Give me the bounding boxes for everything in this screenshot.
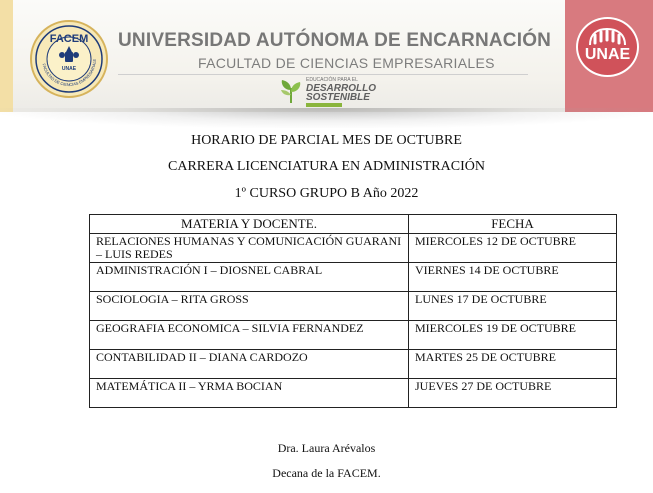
subject-cell: RELACIONES HUMANAS Y COMUNICACIÓN GUARANI – LUIS REDES [90, 234, 409, 263]
sustainability-small-text: EDUCACIÓN PARA EL [306, 77, 358, 83]
table-row [90, 292, 617, 321]
university-name: UNIVERSIDAD AUTÓNOMA DE ENCARNACIÓN [118, 30, 552, 51]
table-row [90, 379, 617, 408]
signatory-name: Dra. Laura Arévalos [277, 441, 376, 455]
sustainability-logo [279, 76, 389, 106]
faculty-name: FACULTAD DE CIENCIAS EMPRESARIALES [198, 55, 495, 71]
date-cell: MIERCOLES 12 DE OCTUBRE [409, 234, 617, 263]
column-header-date: FECHA [409, 215, 617, 234]
date-cell: VIERNES 14 DE OCTUBRE [409, 263, 617, 292]
career-title: CARRERA LICENCIATURA EN ADMINISTRACIÓN [168, 159, 485, 174]
signatory-title: Decana de la FACEM. [272, 466, 381, 480]
seal-center-text: UNAE [61, 66, 77, 72]
seal-ring-text: FACULTAD DE CIENCIAS EMPRESARIALE [41, 58, 98, 88]
subject-cell: GEOGRAFIA ECONOMICA – SILVIA FERNANDEZ [90, 321, 409, 350]
letterhead-left-band [0, 0, 13, 112]
subject-cell: CONTABILIDAD II – DIANA CARDOZO [90, 350, 409, 379]
letterhead [0, 0, 653, 112]
unae-logo [576, 17, 639, 77]
sustainability-line-2: SOSTENIBLE [306, 92, 370, 103]
table-header-row [90, 215, 617, 234]
table-row [90, 234, 617, 263]
subject-cell: MATEMÁTICA II – YRMA BOCIAN [90, 379, 409, 408]
date-cell: JUEVES 27 DE OCTUBRE [409, 379, 617, 408]
letterhead-shadow [0, 108, 653, 128]
subject-cell: SOCIOLOGIA – RITA GROSS [90, 292, 409, 321]
unae-logo-text: UNAE [584, 46, 631, 63]
course-title: 1º CURSO GRUPO B Año 2022 [234, 186, 419, 201]
header-divider [118, 74, 528, 75]
column-header-subject: MATERIA Y DOCENTE. [90, 215, 409, 234]
table-row [90, 321, 617, 350]
sustainability-line-1: DESARROLLO [306, 83, 376, 94]
sprout-icon [279, 78, 303, 104]
date-cell: MARTES 25 DE OCTUBRE [409, 350, 617, 379]
date-cell: MIERCOLES 19 DE OCTUBRE [409, 321, 617, 350]
table-row [90, 263, 617, 292]
schedule-title: HORARIO DE PARCIAL MES DE OCTUBRE [191, 133, 462, 148]
exam-schedule-table [89, 214, 617, 408]
seal-top-text: FACEM [49, 33, 89, 45]
table-row [90, 350, 617, 379]
facem-seal-logo [30, 20, 108, 98]
date-cell: LUNES 17 DE OCTUBRE [409, 292, 617, 321]
subject-cell: ADMINISTRACIÓN I – DIOSNEL CABRAL [90, 263, 409, 292]
sustainability-tag [306, 103, 342, 107]
